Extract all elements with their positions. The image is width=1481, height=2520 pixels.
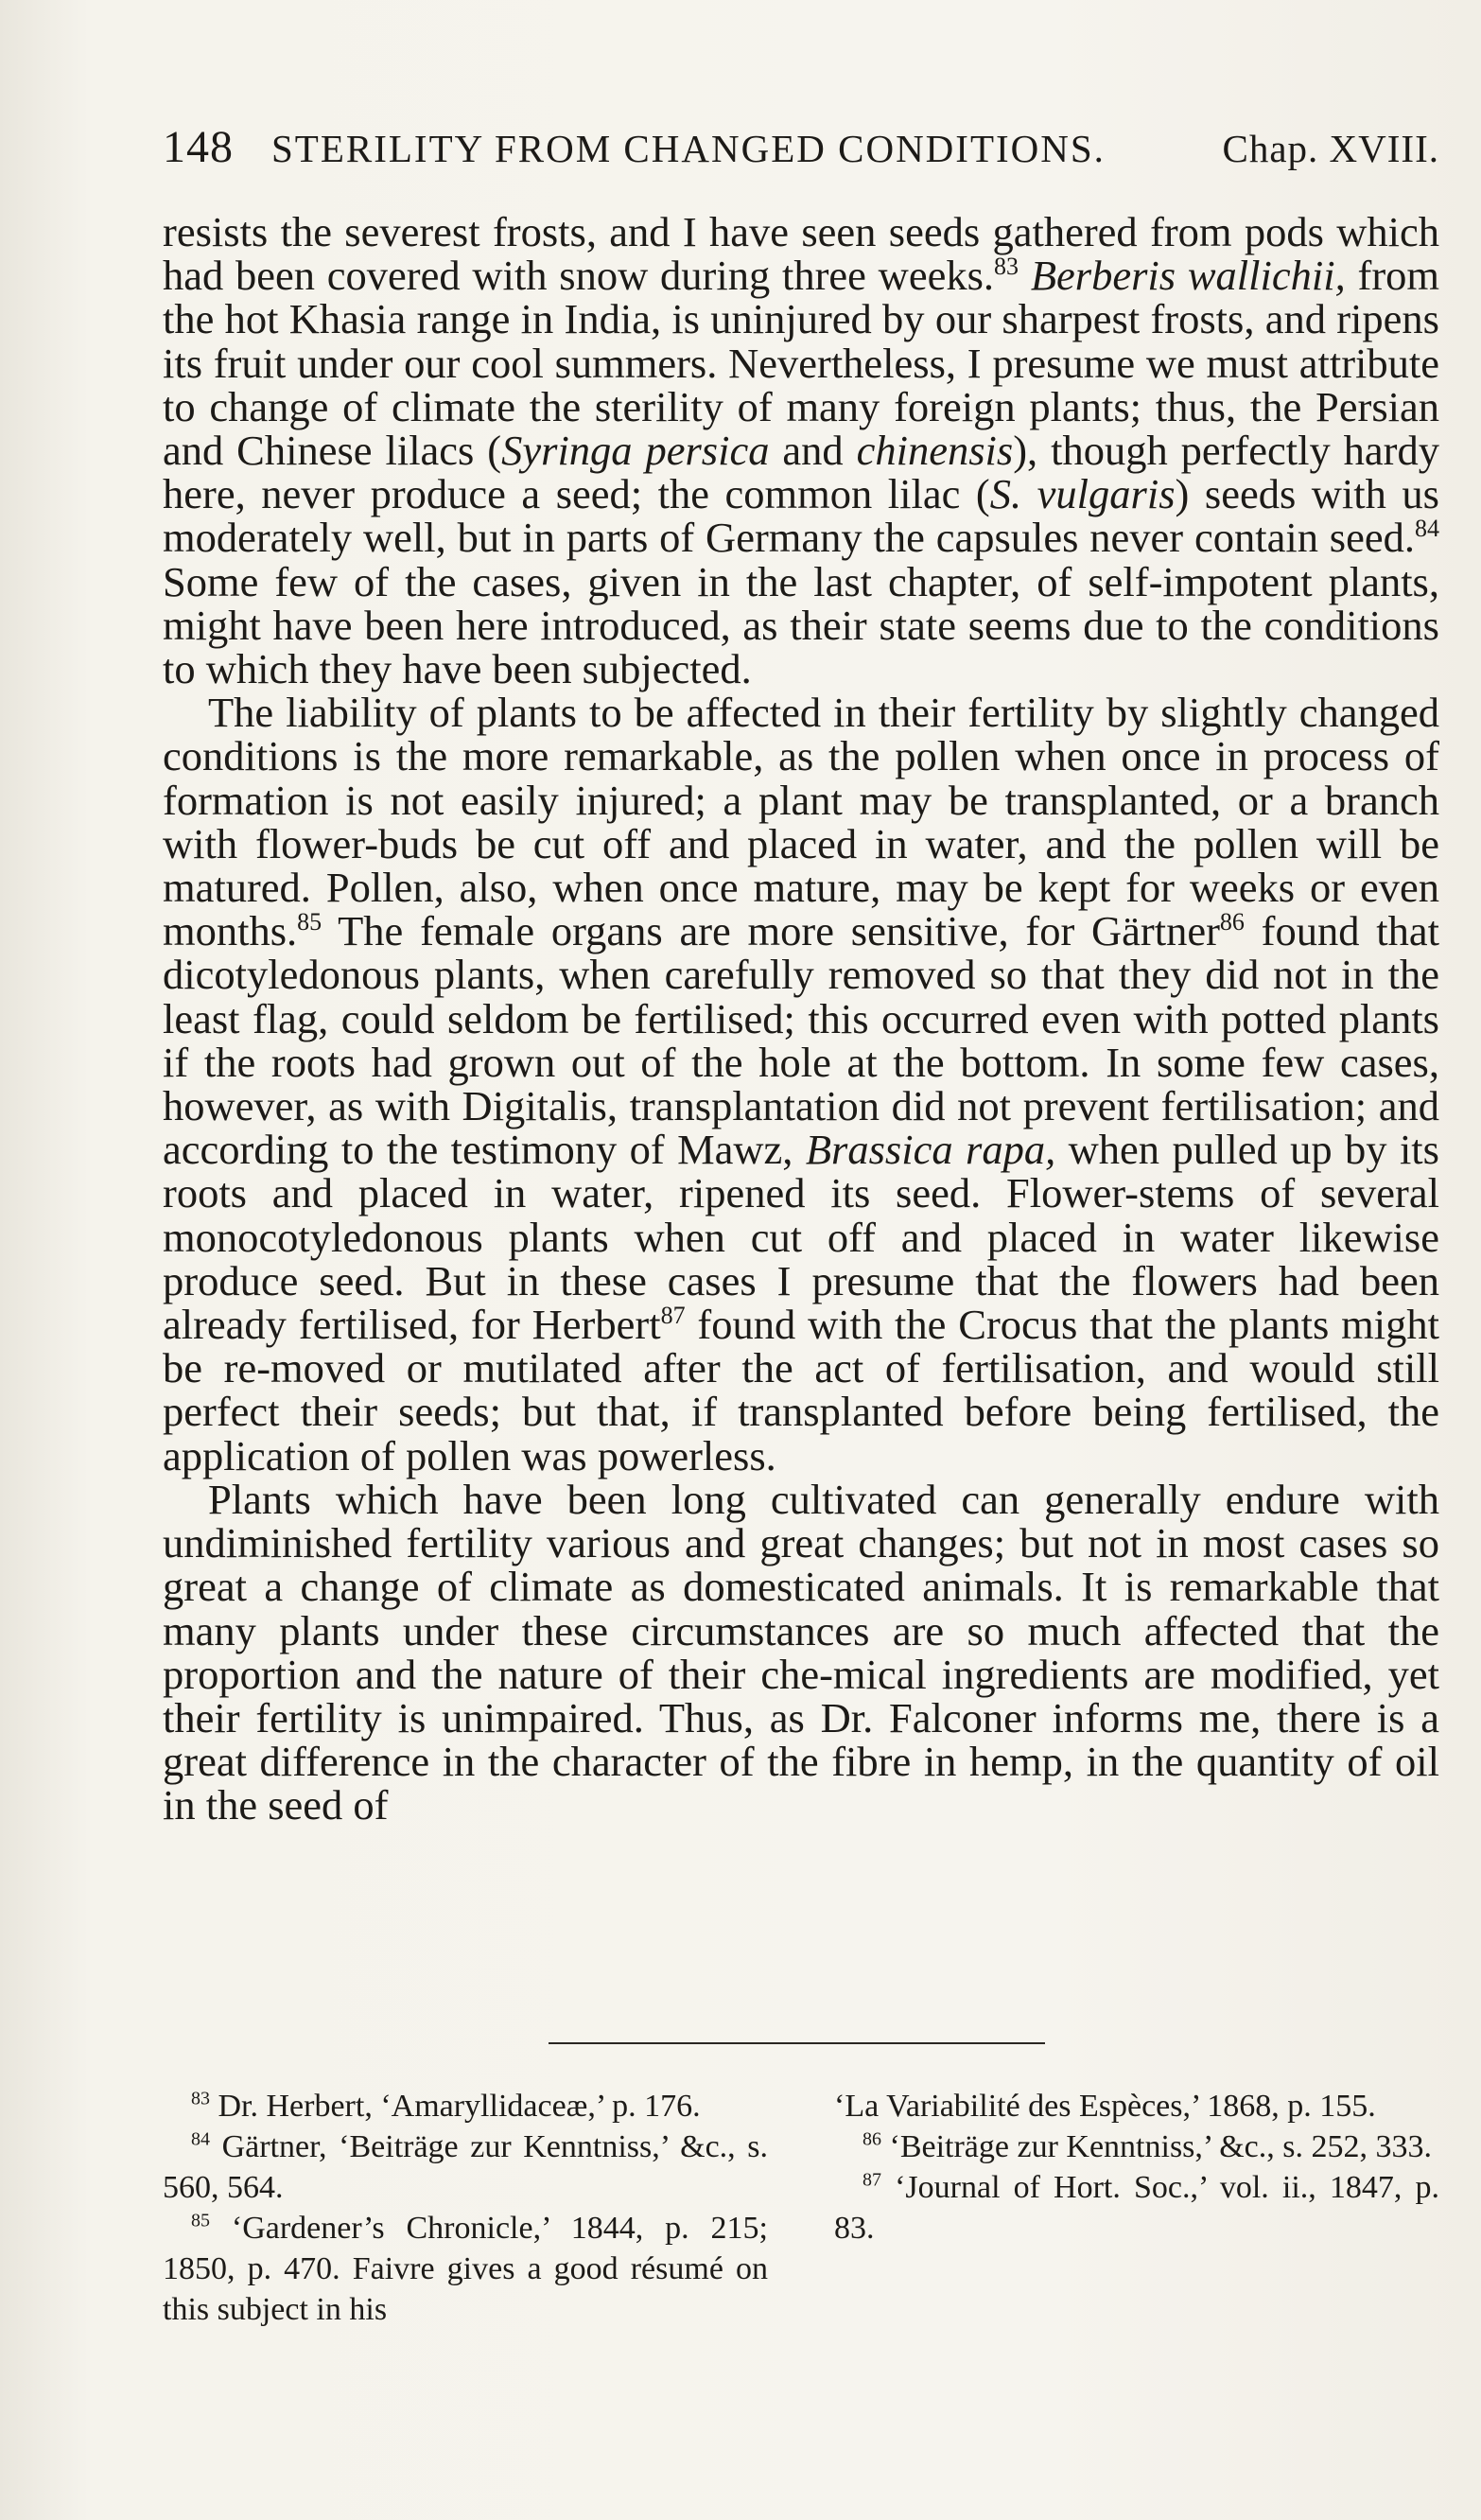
page-number: 148	[163, 122, 234, 172]
footnotes-left-column	[163, 2086, 768, 2330]
footnote-text: ‘Beiträge zur Kenntniss,’ &c., s. 252, 333.	[881, 2129, 1432, 2164]
footnote-ref: 83	[994, 253, 1019, 281]
text-run: and	[769, 427, 857, 475]
text-run	[1019, 252, 1031, 299]
italic-text: Brassica rapa,	[805, 1126, 1056, 1174]
paragraph	[163, 1475, 1439, 1829]
footnotes	[163, 2086, 1439, 2330]
paragraph	[163, 210, 1439, 691]
footnote-ref: 84	[1415, 515, 1439, 543]
text-run: The liability of plants to be affected in their fertility by slightly changed conditions is the more remarkable, as the pollen when once in process of formation is not easily injured; a plant may be transplanted, or a branch with flower-buds be cut off and placed in water, and the pollen will be matured. Pollen, also, when once mature, may be kept for weeks or even months.	[163, 689, 1439, 955]
footnote-ref: 85	[297, 908, 322, 936]
italic-text: Syringa persica	[501, 427, 770, 475]
footnote	[163, 2208, 768, 2330]
page-header	[163, 121, 1439, 173]
footnote-divider	[549, 2042, 1045, 2044]
italic-text: S. vulgaris	[989, 470, 1176, 518]
footnote-text: Gärtner, ‘Beiträge zur Kenntniss,’ &c., s. 560, 564.	[163, 2129, 768, 2205]
running-title: STERILITY FROM CHANGED CONDITIONS.	[271, 127, 1106, 170]
footnote-number: 83	[191, 2088, 210, 2109]
footnote-number: 84	[191, 2128, 210, 2150]
text-run: ) seeds with us moderately well, but in parts of Germany the capsules never contain seed.	[163, 470, 1440, 562]
footnote-ref: 87	[660, 1302, 686, 1330]
paragraph	[163, 691, 1439, 1478]
text-run: ), though perfectly hardy here, never produce a seed; the common lilac (	[163, 427, 1439, 518]
text-run: resists the severest frosts, and I have seen seeds gathered from pods which had been covered with snow during three weeks.	[163, 208, 1439, 300]
footnotes-right-column	[834, 2086, 1439, 2330]
text-run: found that dicotyledonous plants, when carefully removed so that they did not in the least flag, could seldom be fertilised; this occurred even with potted plants if the roots had grown out of the hole at the bottom. In some few cases, however, as with Digitalis, transplantation did not prevent fertilisation; and according to the testimony of Mawz,	[163, 907, 1439, 1174]
footnote	[834, 2167, 1439, 2249]
text-run: The female organs are more sensitive, for Gärtner	[322, 907, 1220, 955]
footnote-text: ‘La Variabilité des Espèces,’ 1868, p. 155.	[834, 2089, 1376, 2124]
footnote-text: ‘Journal of Hort. Soc.,’ vol. ii., 1847, p. 83.	[834, 2170, 1439, 2246]
text-run: from the hot Khasia range in India, is uninjured by our sharpest frosts, and ripens its fruit under our cool summers. Nevertheless, I presume we must attribute to change of climate the sterility of many foreign plants; thus, the Persian and Chinese lilacs (	[163, 252, 1439, 475]
footnote-number: 85	[191, 2210, 210, 2231]
footnote-number: 86	[862, 2128, 881, 2150]
chapter-label: Chap. XVIII.	[1222, 127, 1439, 170]
footnote	[163, 2126, 768, 2208]
text-run: when pulled up by its roots and placed in water, ripened its seed. Flower-stems of several monocotyledonous plants when cut off and placed in water likewise produce seed. But in these cases I presume that the flowers had been already fertilised, for Herbert	[163, 1126, 1439, 1349]
footnote-ref: 86	[1219, 908, 1245, 936]
footnote-text: ‘Gardener’s Chronicle,’ 1844, p. 215; 1850, p. 470. Faivre gives a good résumé on this subject in his	[163, 2211, 768, 2327]
italic-text: Berberis wallichii,	[1030, 252, 1346, 300]
main-text	[163, 210, 1439, 1828]
footnote-number: 87	[862, 2169, 881, 2191]
footnote	[834, 2086, 1439, 2126]
text-run: found with the Crocus that the plants might be re-moved or mutilated after the act of fertilisation, and would still perfect their seeds; but that, if transplanted before being fertilised, the application of pollen was powerless.	[163, 1301, 1439, 1479]
text-run: Plants which have been long cultivated can generally endure with undiminished fertility various and great changes; but not in most cases so great a change of climate as domesticated animals. It is remarkable that many plants under these circumstances are so much affected that the proportion and the nature of their che-mical ingredients are modified, yet their fertility is unimpaired. Thus, as Dr. Falconer informs me, there is a great difference in the character of the fibre in hemp, in the quantity of oil in the seed of	[163, 1475, 1439, 1829]
footnote	[163, 2086, 768, 2126]
footnote-text: Dr. Herbert, ‘Amaryllidaceæ,’ p. 176.	[210, 2089, 701, 2124]
italic-text: chinensis	[856, 427, 1014, 475]
text-run: Some few of the cases, given in the last chapter, of self-impotent plants, might have been here introduced, as their state seems due to the conditions to which they have been subjected.	[163, 557, 1439, 693]
footnote	[834, 2126, 1439, 2167]
